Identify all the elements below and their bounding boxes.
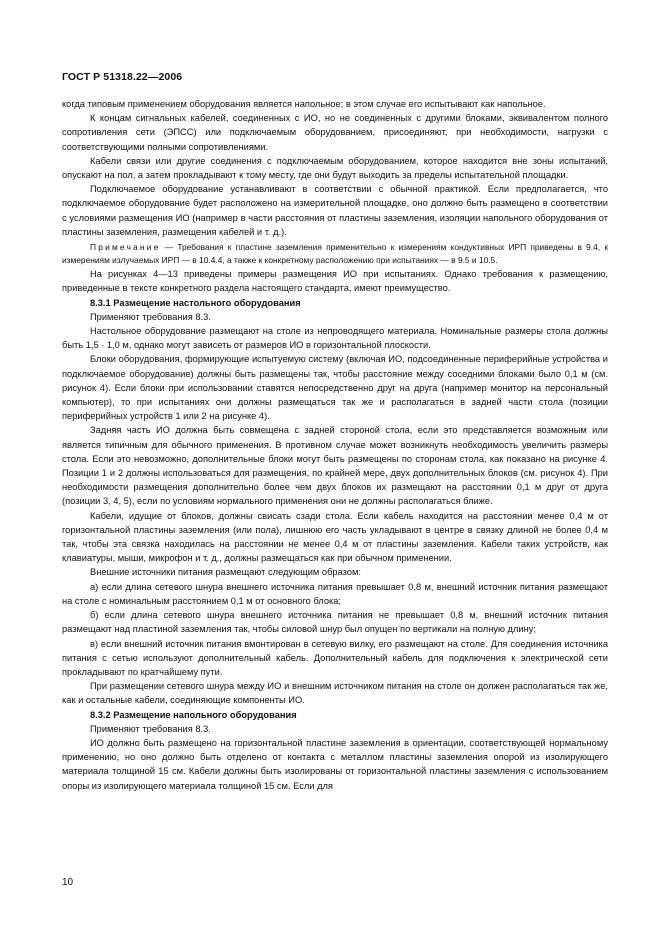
paragraph: Подключаемое оборудование устанавливают в соответствии с обычной практикой. Если предполагается, что подключаемое оборудование будет расположено на измерительной площадке, оно должно быть размещено в соответствии с условиями размещения ИО (например в части расстояния от пластины заземления, изоляции напольного оборудования от пластины заземления, размещения кабелей и т. д.). xyxy=(62,184,608,237)
section-heading: 8.3.1 Размещение настольного оборудования xyxy=(90,297,301,308)
list-item: в) если внешний источник питания вмонтирован в сетевую вилку, его размещают на столе. Для соединения источника питания с сетью используют дополнительный кабель. Дополнительный кабель для подключения к электрической сети прокладывают по кратчайшему пути. xyxy=(62,638,608,677)
document-header: ГОСТ Р 51318.22—2006 xyxy=(62,71,183,83)
paragraph: Внешние источники питания размещают следующим образом: xyxy=(90,567,361,578)
list-item: б) если длина сетевого шнура внешнего источника питания не превышает 0,8 м, внешний источник питания размещают над пластиной заземления так, чтобы силовой шнур был опущен по вертикали на полную длину; xyxy=(62,610,608,635)
paragraph: ИО должно быть размещено на горизонтальной пластине заземления в ориентации, соответствующей нормальному применению, но оно должно быть отделено от контакта с металлом пластины заземления опорой из изолирующего материала толщиной 15 см. Кабели должны быть изолированы от горизонтальной пластины заземления с использованием опоры из изолирующего материала толщиной 15 см. Если для xyxy=(62,737,608,791)
paragraph: К концам сигнальных кабелей, соединенных с ИО, но не соединенных с другими блоками, эквивалентом полного сопротивления сети (ЭПСС) или подключаемым оборудованием, присоединяют, при необходимости, нагрузки с соответствующими полными сопротивлениями. xyxy=(62,113,608,152)
list-item: а) если длина сетевого шнура внешнего источника питания превышает 0,8 м, внешний источник питания размещают на столе с номинальным расстоянием 0,1 м от основного блока; xyxy=(62,581,608,606)
paragraph: Задняя часть ИО должна быть совмещена с задней стороной стола, если это представляется возможным или является типичным для обычного применения. В противном случае может возникнуть необходимость увеличить размеры стола. Если это невозможно, дополнительные блоки могут быть размещены по сторонам стола, как показано на рисунке 4. Позиции 1 и 2 должны использоваться для размещения, по крайней мере, двух дополнительных блоков (см. рисунок 4). При необходимости размещения дополнительно более чем двух блоков их размещают на расстоянии 0,1 м друг от друга (позиции 3, 4, 5), если по условиям нормального применения они не должны располагаться ближе. xyxy=(62,425,608,507)
paragraph: когда типовым применением оборудования является напольное; в этом случае его испытывают как напольное. xyxy=(62,99,546,109)
note-label: Примечание xyxy=(90,242,161,253)
paragraph: Кабели, идущие от блоков, должны свисать сзади стола. Если кабель находится на расстоянии менее 0,4 м от горизонтальной пластины заземления (или пола), лишнюю его часть укладывают в центре в связку длиной не более 0,4 м так, чтобы эта связка находилась на расстоянии не менее 0,4 м от пластины заземления. Кабели таких устройств, как клавиатуры, мыши, микрофон и т. д., должны размещаться как при обычном применении. xyxy=(62,510,608,564)
paragraph: Блоки оборудования, формирующие испытуемую систему (включая ИО, подсоединенные периферийные устройства и подключаемое оборудование) должны быть размещены так, чтобы расстояние между соседними блоками было 0,1 м (см. рисунок 4). Если блоки при использовании ставятся непосредственно друг на друга (например монитор на персональный компьютер), то при испытаниях они должны размещаться так же и располагаться в задней части стола (позиции периферийных устройств 1 или 2 на рисунке 4). xyxy=(62,354,608,422)
paragraph: Настольное оборудование размещают на столе из непроводящего материала. Номинальные размеры стола должны быть 1,5 · 1,0 м, однако могут зависеть от размеров ИО в горизонтальной плоскости. xyxy=(62,326,608,351)
paragraph: Применяют требования 8.3. xyxy=(90,723,211,734)
page-number: 10 xyxy=(62,877,74,888)
section-heading: 8.3.2 Размещение напольного оборудования xyxy=(90,709,297,720)
page-body xyxy=(62,97,608,793)
note-text: — Требования к пластине заземления применительно к измерениям кондуктивных ИРП приведены в 9.4, к измерениям излучаемых ИРП — в 10.4.4, а также к конкретному расположению при испытаниях — в 9.5 и 10.5. xyxy=(62,242,608,265)
note xyxy=(62,241,608,266)
paragraph: Применяют требования 8.3. xyxy=(90,311,211,322)
paragraph: На рисунках 4—13 приведены примеры размещения ИО при испытаниях. Однако требования к размещению, приведенные в тексте конкретного раздела настоящего стандарта, имеют преимущество. xyxy=(62,269,608,294)
paragraph: Кабели связи или другие соединения с подключаемым оборудованием, которое находится вне зоны испытаний, опускают на пол, а затем прокладывают к тому месту, где они будут выходить за пределы испытательной площадки. xyxy=(62,155,608,181)
paragraph: При размещении сетевого шнура между ИО и внешним источником питания на столе он должен располагаться так же, как и остальные кабели, соединяющие компоненты ИО. xyxy=(62,681,608,706)
